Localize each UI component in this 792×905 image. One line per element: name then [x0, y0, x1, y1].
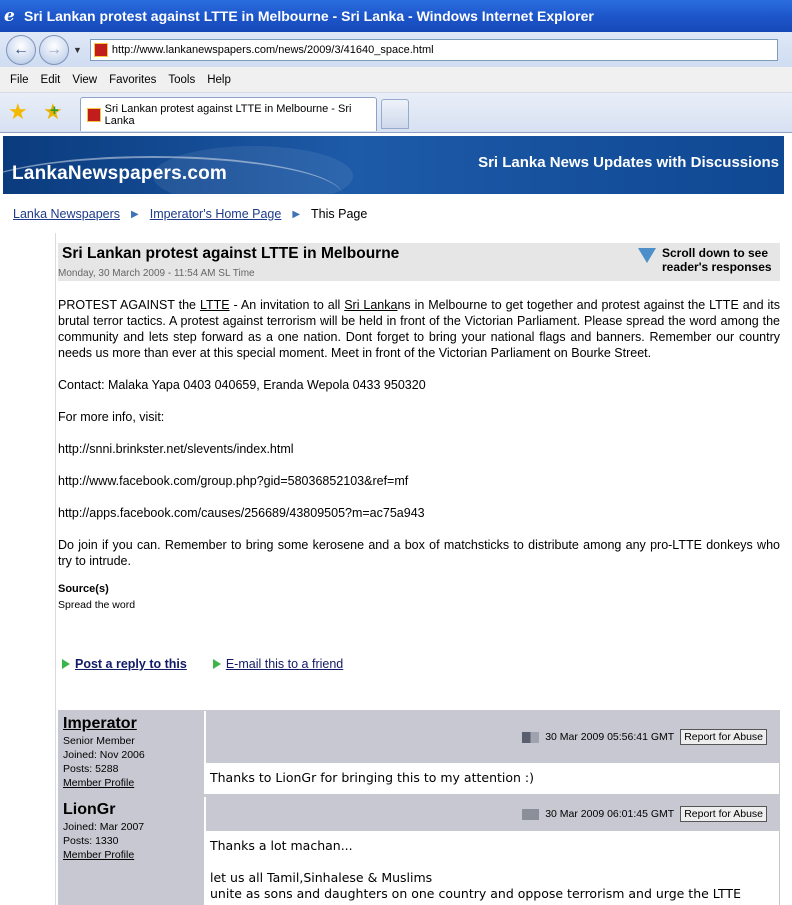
site-tagline: Sri Lanka News Updates with Discussions [478, 154, 779, 171]
post-reply-link[interactable]: Post a reply to this [75, 657, 187, 671]
comments-list [58, 710, 780, 905]
info-url-1: http://snni.brinkster.net/slevents/index.html [58, 442, 294, 456]
closing-paragraph: Do join if you can. Remember to bring some kerosene and a box of matchsticks to distribute among any pro-LTTE donkeys who try to intrude. [58, 538, 780, 568]
article-paragraph [58, 297, 780, 361]
text-segment: PROTEST AGAINST the [58, 298, 200, 312]
comment-spacer [210, 854, 775, 870]
text-segment: - An invitation to all [229, 298, 345, 312]
favorites-star-icon[interactable]: ★ [8, 99, 28, 124]
comment-body [206, 797, 779, 905]
comment-meta [206, 797, 779, 831]
report-abuse-button[interactable]: Report for Abuse [680, 806, 767, 822]
source-label: Source(s) [58, 583, 109, 595]
comment-author-link[interactable]: LionGr [63, 801, 116, 818]
country-flag-icon [522, 732, 539, 743]
breadcrumb-current: This Page [311, 207, 368, 221]
source-value: Spread the word [58, 599, 136, 611]
comment-text: Thanks to LionGr for bringing this to my attention :) [210, 770, 534, 785]
play-arrow-icon [213, 659, 221, 669]
window-titlebar [0, 0, 792, 32]
author-joined: Joined: Nov 2006 [63, 749, 145, 761]
contact-line: Contact: Malaka Yapa 0403 040659, Eranda Wepola 0433 950320 [58, 378, 426, 392]
tab-active[interactable] [80, 97, 377, 131]
address-url: http://www.lankanewspapers.com/news/2009/3/41640_space.html [111, 43, 434, 56]
address-row [0, 32, 792, 67]
ltte-link[interactable]: LTTE [199, 298, 230, 312]
author-joined: Joined: Mar 2007 [63, 821, 145, 833]
play-arrow-icon [62, 659, 70, 669]
text-segment: ns in Melbourne to get together and protest against the LTTE and its brutal terror tactics. A protest against terrorism will be held in front of the Victorian Parliament. Please spread the word among the community and lets step forward as a one nation. Dont forget to bring your national flags and banners. Remember our country needs us more than ever at this special moment. Meet in front of the Victorian Parliament on Bourke Street. [58, 298, 780, 360]
address-bar[interactable] [90, 39, 778, 61]
menu-favorites[interactable]: Favorites [109, 73, 157, 86]
tab-favicon-icon [87, 108, 101, 122]
comment-line: Thanks a lot machan... [210, 838, 353, 853]
comment-item [59, 711, 779, 797]
menu-view[interactable]: View [72, 73, 98, 86]
menu-file[interactable]: File [10, 73, 29, 86]
report-abuse-button[interactable]: Report for Abuse [680, 729, 767, 745]
scroll-note[interactable] [638, 246, 778, 274]
menu-tools[interactable]: Tools [168, 73, 196, 86]
add-favorite-icon[interactable]: ★ + [43, 101, 63, 123]
comment-item [59, 797, 779, 905]
info-url-2: http://www.facebook.com/group.php?gid=58036852103&ref=mf [58, 474, 409, 488]
comment-body [206, 711, 779, 794]
breadcrumb-arrow-icon: ▶ [292, 208, 301, 220]
site-logo[interactable]: LankaNewspapers.com [12, 163, 227, 184]
comment-author-panel [59, 797, 204, 905]
menu-bar [0, 67, 792, 93]
ie-logo-icon: e [4, 6, 15, 26]
tab-title: Sri Lankan protest against LTTE in Melbourne - Sri Lanka [104, 102, 352, 127]
comment-author-panel [59, 711, 204, 794]
comment-timestamp: 30 Mar 2009 06:01:45 GMT [545, 808, 675, 820]
back-button[interactable] [6, 35, 36, 65]
scroll-note-text: Scroll down to see reader's responses [662, 246, 772, 274]
new-tab-button[interactable] [381, 99, 409, 129]
country-flag-icon [522, 809, 539, 820]
more-info-line: For more info, visit: [58, 410, 165, 424]
article-body [58, 297, 780, 613]
article-date: Monday, 30 March 2009 - 11:54 AM SL Time [58, 268, 255, 279]
comment-meta [206, 711, 779, 763]
forward-button[interactable] [39, 35, 69, 65]
scroll-down-icon [638, 248, 656, 263]
left-rail-divider [55, 233, 56, 905]
page-content [0, 133, 792, 905]
headline-box [58, 243, 780, 281]
breadcrumb-home-link[interactable]: Lanka Newspapers [13, 207, 121, 221]
tab-bar [0, 93, 792, 133]
article-title: Sri Lankan protest against LTTE in Melbourne [62, 245, 400, 262]
email-friend-link[interactable]: E-mail this to a friend [225, 657, 344, 671]
author-role: Senior Member [63, 735, 135, 747]
comment-text [206, 831, 779, 905]
menu-edit[interactable]: Edit [40, 73, 61, 86]
member-profile-link[interactable]: Member Profile [63, 777, 135, 789]
history-dropdown-icon[interactable]: ▼ [73, 44, 82, 55]
sri-lanka-link[interactable]: Sri Lanka [344, 298, 398, 312]
window-title: Sri Lankan protest against LTTE in Melbourne - Sri Lanka - Windows Internet Explorer [24, 8, 594, 24]
comment-author-link[interactable]: Imperator [63, 715, 137, 732]
breadcrumb-parent-link[interactable]: Imperator's Home Page [149, 207, 282, 221]
info-url-3: http://apps.facebook.com/causes/256689/43809505?m=ac75a943 [58, 506, 425, 520]
author-posts: Posts: 5288 [63, 763, 119, 775]
breadcrumb [13, 207, 367, 221]
site-banner [3, 136, 784, 194]
menu-help[interactable]: Help [207, 73, 231, 86]
back-arrow-icon: ← [13, 40, 29, 58]
member-profile-link[interactable]: Member Profile [63, 849, 135, 861]
comment-line: unite as sons and daughters on one country and oppose terrorism and urge the LTTE [210, 886, 741, 901]
article-actions [62, 657, 343, 671]
comment-line: let us all Tamil,Sinhalese & Muslims [210, 870, 433, 885]
comment-timestamp: 30 Mar 2009 05:56:41 GMT [545, 731, 675, 743]
site-favicon-icon [94, 43, 108, 57]
breadcrumb-arrow-icon: ▶ [131, 208, 139, 220]
author-posts: Posts: 1330 [63, 835, 119, 847]
forward-arrow-icon: → [46, 40, 62, 58]
